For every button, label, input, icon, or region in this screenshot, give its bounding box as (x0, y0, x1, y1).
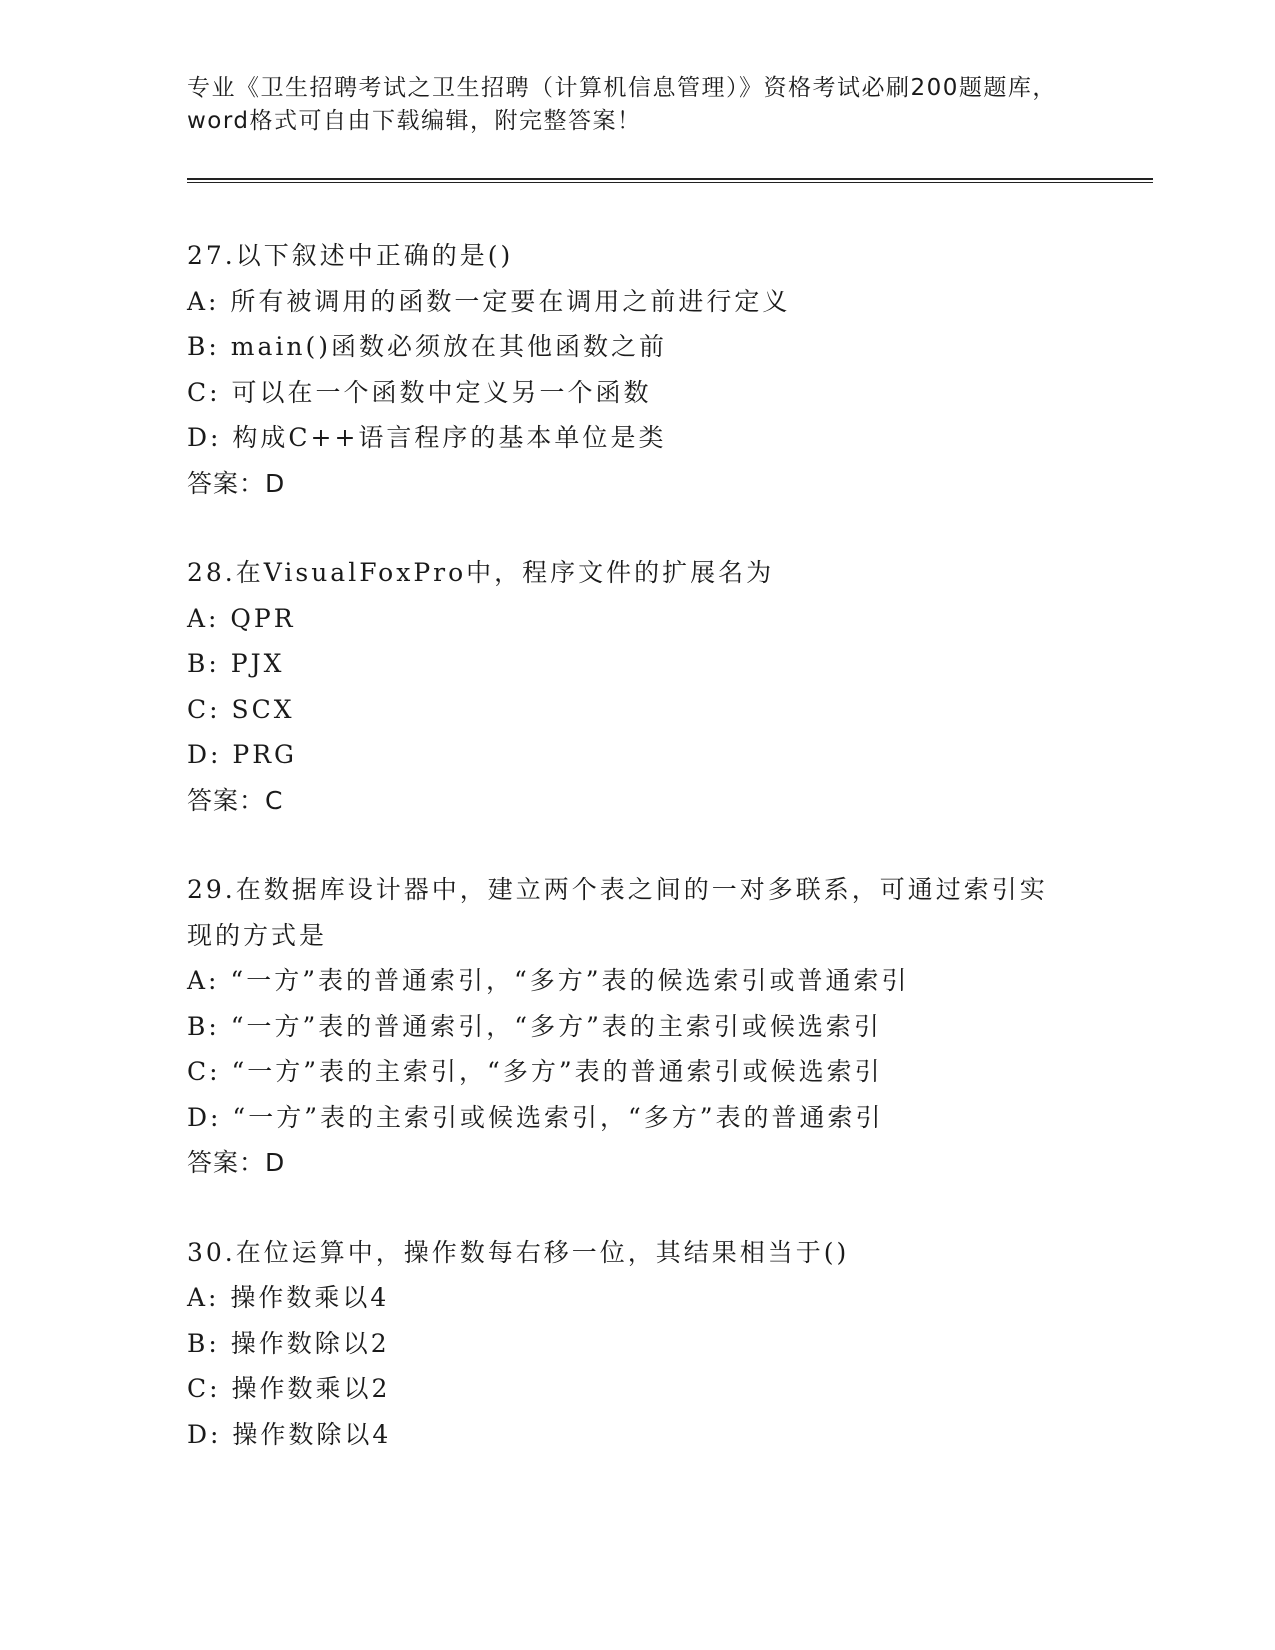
question-stem: 30.在位运算中，操作数每右移一位，其结果相当于() (187, 1237, 850, 1267)
option-d: D: PRG (187, 740, 298, 769)
option-b: B: PJX (187, 649, 285, 678)
option-c: C: 可以在一个函数中定义另一个函数 (187, 377, 652, 407)
option-c: C: “一方”表的主索引，“多方”表的普通索引或候选索引 (187, 1057, 883, 1086)
question-stem: 27.以下叙述中正确的是() (187, 241, 514, 270)
document-header (187, 72, 1087, 138)
question-28 (187, 550, 1087, 823)
option-a: A: 操作数乘以4 (187, 1283, 390, 1312)
question-stem: 29.在数据库设计器中，建立两个表之间的一对多联系，可通过索引实 (187, 875, 1048, 904)
question-stem: 28.在VisualFoxPro中，程序文件的扩展名为 (187, 558, 775, 587)
question-27 (187, 233, 1087, 506)
option-b: B: 操作数除以2 (187, 1328, 390, 1358)
option-d: D: 构成C++语言程序的基本单位是类 (187, 423, 667, 452)
answer-label: 答案：D (187, 468, 286, 498)
option-d: D: 操作数除以4 (187, 1419, 392, 1449)
question-29 (187, 867, 1087, 1186)
option-d: D: “一方”表的主索引或候选索引，“多方”表的普通索引 (187, 1102, 884, 1132)
answer-label: 答案：C (187, 785, 284, 815)
option-b: B: main()函数必须放在其他函数之前 (187, 332, 667, 361)
question-list (187, 233, 1087, 1501)
header-line-1: 专业《卫生招聘考试之卫生招聘（计算机信息管理）》资格考试必刷200题题库， (187, 75, 1057, 101)
question-stem-continued: 现的方式是 (187, 920, 328, 950)
header-divider-thick (187, 178, 1153, 180)
option-b: B: “一方”表的普通索引，“多方”表的主索引或候选索引 (187, 1011, 882, 1041)
option-c: C: SCX (187, 694, 295, 724)
question-30 (187, 1230, 1087, 1458)
option-a: A: “一方”表的普通索引，“多方”表的候选索引或普通索引 (187, 966, 910, 995)
option-a: A: QPR (187, 603, 296, 633)
option-c: C: 操作数乘以2 (187, 1374, 391, 1403)
answer-label: 答案：D (187, 1148, 286, 1177)
header-line-2: word格式可自由下载编辑，附完整答案！ (187, 108, 642, 134)
header-divider-thin (187, 182, 1153, 183)
option-a: A: 所有被调用的函数一定要在调用之前进行定义 (187, 286, 791, 316)
